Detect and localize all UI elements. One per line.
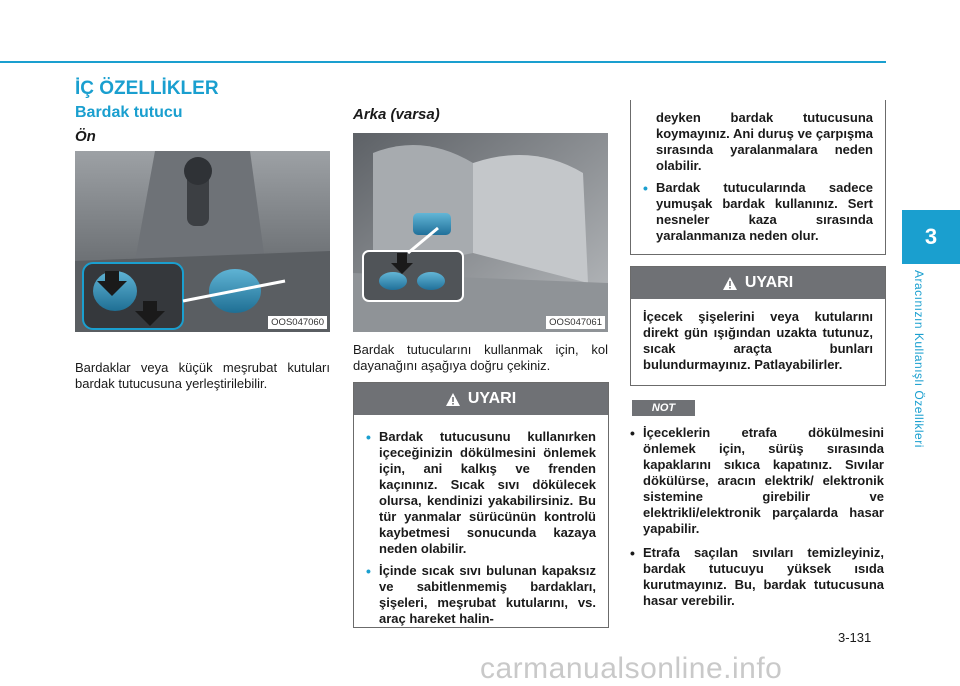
watermark: carmanualsonline.info — [480, 652, 783, 685]
warning-box-1 — [353, 382, 609, 628]
chapter-side-label — [906, 270, 946, 470]
page-number: 3-131 — [838, 630, 872, 645]
list-item: • Bardak tutucusunu kullanırken içeceğinizin dökülmesini önlemek için, ani kalkış ve frenden kaçınınız. Sıcak sıvı dökülecek olursa, kendinizi yakabilirsiniz. Bu tür yanmalar sürücünün kontrolü kaybetmesi sonucunda kazaya neden olabilir. — [366, 429, 596, 556]
bullet-icon: • — [366, 429, 371, 445]
warning-triangle-icon — [723, 277, 737, 290]
warning-header — [631, 267, 885, 299]
warning-continuation: deyken bardak tutucusuna koymayınız. Ani duruş ve çarpışma sırasında yaralanmalara neden olabilir. — [656, 110, 873, 173]
rear-cupholder-photo — [353, 133, 608, 332]
chapter-title: Aracınızın Kullanışlı Özellikleri — [912, 270, 926, 448]
subsection-title: Bardak tutucu — [75, 104, 183, 121]
warning-box-1-continued — [630, 100, 886, 255]
chapter-number: 3 — [924, 224, 938, 249]
note-body — [630, 425, 884, 615]
chapter-tab[interactable] — [902, 210, 960, 264]
rear-seat-illustration — [353, 133, 608, 332]
bullet-icon: • — [643, 180, 648, 196]
warning-box-2 — [630, 266, 886, 386]
rear-body-text: Bardak tutucularını kullanmak için, kol dayanağını aşağıya doğru çekiniz. — [353, 342, 608, 373]
rear-heading: Arka (varsa) — [353, 106, 440, 123]
bullet-icon: • — [366, 563, 371, 579]
warning-title: UYARI — [467, 390, 517, 407]
front-image-code: OOS047060 — [268, 316, 327, 329]
warning-triangle-icon — [446, 393, 460, 406]
warning-body — [354, 415, 608, 641]
bullet-icon: • — [630, 425, 635, 441]
list-item: • İçeceklerin etrafa dökülmesini önlemek için, sürüş sırasında kapaklarını sıkıca kapatınız. Sıvılar dökülürse, aracın elektrik/ elektronik sistemine girebilir ve elektrikli/elektronik parçalarda hasar yapabilir. — [630, 425, 884, 536]
front-heading: Ön — [75, 128, 96, 145]
header-rule — [0, 61, 886, 63]
note-tag: NOT — [632, 400, 695, 416]
warning-header — [354, 383, 608, 415]
section-title: İÇ ÖZELLİKLER — [75, 78, 219, 99]
warning-continued-body — [631, 100, 885, 258]
list-item: • Bardak tutucularında sadece yumuşak bardak kullanınız. Sert nesneler kaza sırasında yaralanmanıza neden olur. — [643, 180, 873, 243]
bullet-icon: • — [630, 545, 635, 561]
warning2-body: İçecek şişelerini veya kutularını direkt gün ışığından uzakta tutunuz, sıcak araçta bunları bulundurmayınız. Patlayabilirler. — [643, 309, 873, 372]
front-console-illustration — [75, 151, 330, 332]
warning-title: UYARI — [744, 274, 794, 291]
front-cupholder-photo — [75, 151, 330, 332]
list-item: • Etrafa saçılan sıvıları temizleyiniz, bardak tutucuyu yüksek ısıda kurutmayınız. Bu, bardak tutucusuna hasar verebilir. — [630, 545, 884, 608]
front-body-text: Bardaklar veya küçük meşrubat kutuları bardak tutucusuna yerleştirilebilir. — [75, 360, 330, 391]
list-item: • İçinde sıcak sıvı bulunan kapaksız ve sabitlenmemiş bardakları, şişeleri, meşrubat kutularını, vs. araç hareket halin- — [366, 563, 596, 626]
rear-image-code: OOS047061 — [546, 316, 605, 329]
